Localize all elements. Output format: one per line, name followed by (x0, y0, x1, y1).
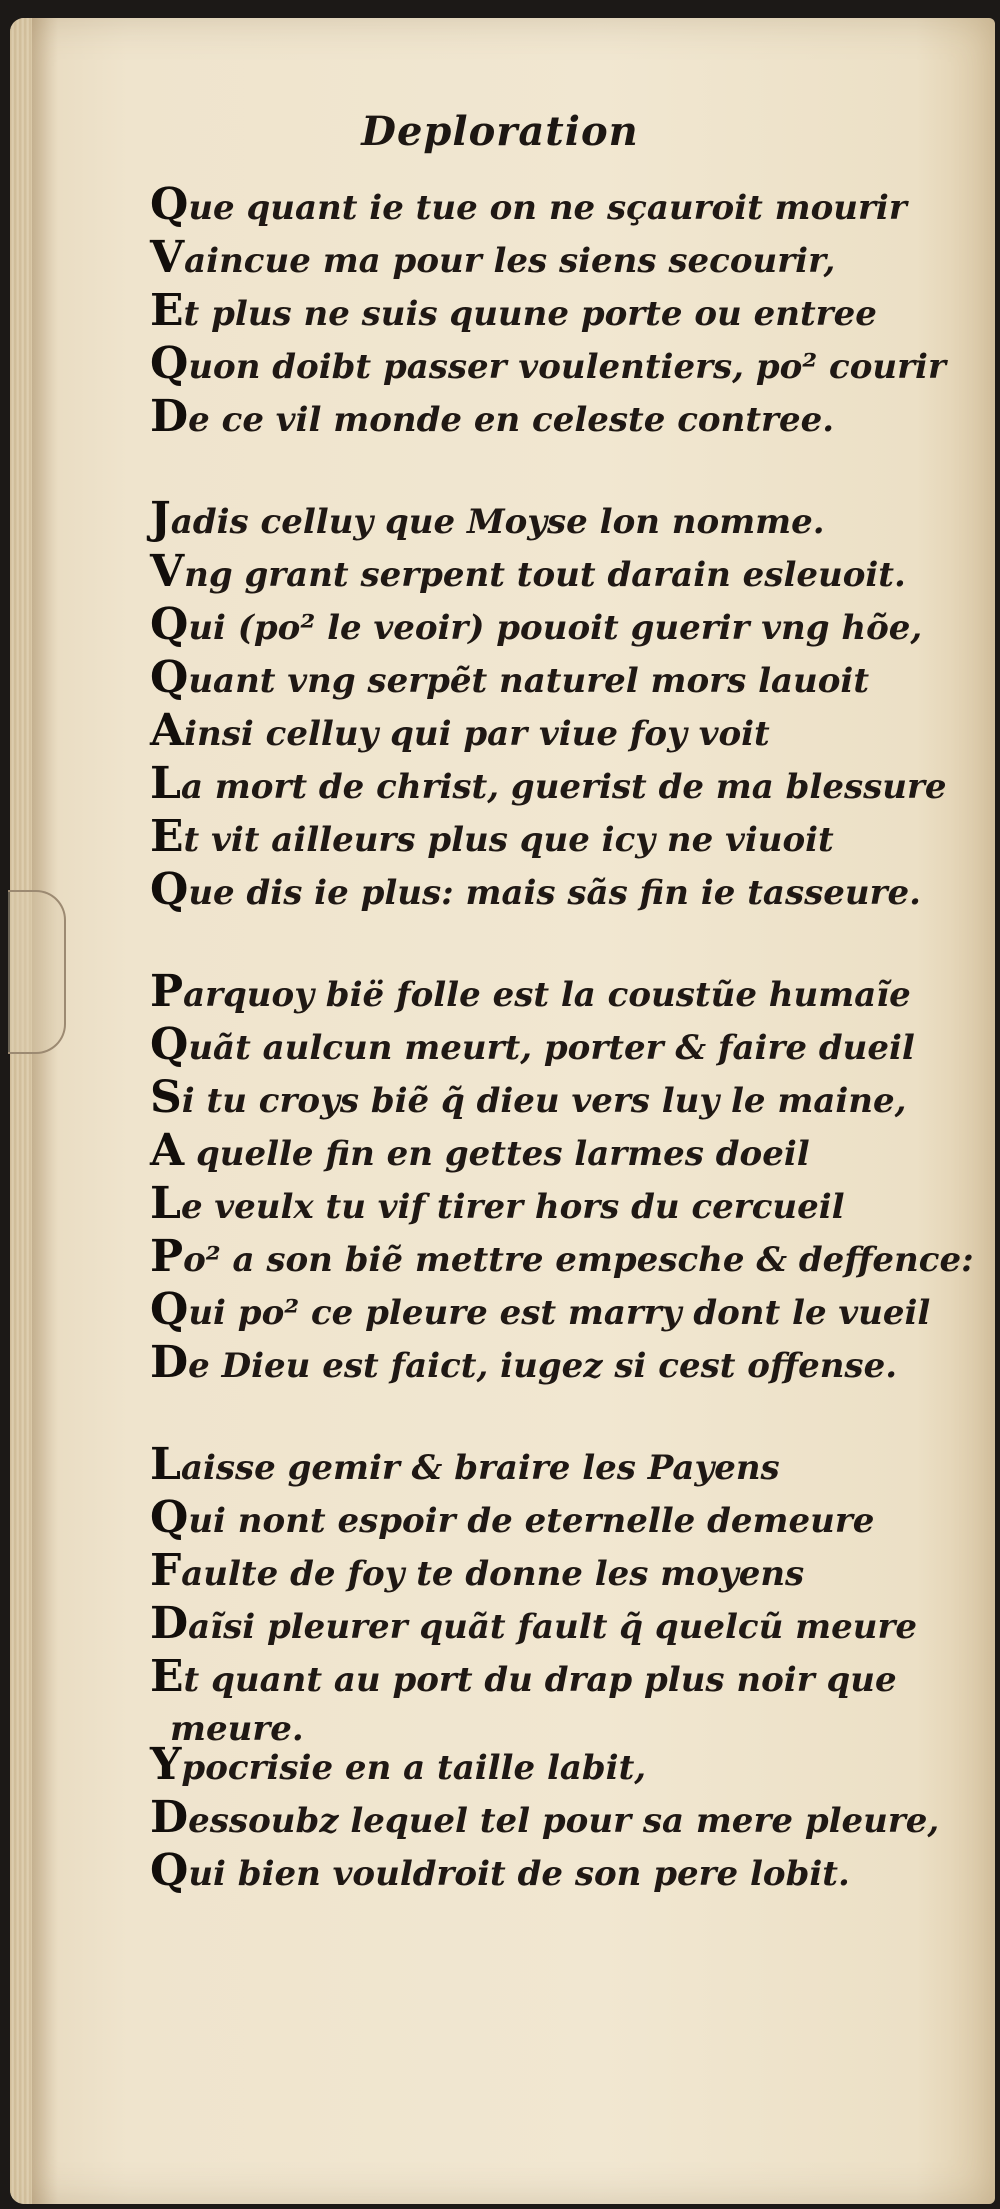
verse-text: ng grant serpent tout darain esleuoit. (184, 555, 906, 595)
binding-clasp-mark (8, 890, 66, 1054)
verse-line (150, 1544, 950, 1597)
verse-initial: Y (150, 1739, 182, 1790)
verse-line (150, 1124, 950, 1177)
verse-text: e veulx tu vif tirer hors du cercueil (180, 1187, 845, 1227)
verse-initial: Q (150, 652, 189, 703)
verse-initial: J (150, 493, 171, 544)
verse-line (150, 231, 950, 284)
verse-text: ui (po² le veoir) pouoit guerir vng hõe, (188, 608, 923, 648)
verse-text: meure. (170, 1709, 304, 1749)
verse-line (150, 1177, 950, 1230)
verse-line (150, 1438, 950, 1491)
verse-initial: Q (150, 1284, 189, 1335)
verse-initial: P (150, 966, 184, 1017)
verse-initial: D (150, 1337, 189, 1388)
verse-text: i tu croys biẽ q̃ dieu vers luy le maine, (181, 1081, 907, 1121)
verse-line (150, 284, 950, 337)
verse-initial: Q (150, 179, 189, 230)
verse-line (150, 598, 950, 651)
verse-initial: D (150, 1598, 189, 1649)
verse-text: e Dieu est faict, iugez si cest offense. (188, 1346, 898, 1386)
verse-line (150, 1844, 950, 1897)
verse-text: a mort de christ, guerist de ma blessure (180, 767, 947, 807)
verse-text: pocrisie en a taille labit, (181, 1748, 647, 1788)
verse-text: aĩsi pleurer quãt fault q̃ quelcũ meure (188, 1607, 918, 1647)
verse-line (150, 1071, 950, 1124)
page-edge (10, 18, 32, 2204)
stanza (150, 1738, 950, 1897)
verse-line (150, 337, 950, 390)
verse-line (150, 863, 950, 916)
verse-initial: E (150, 285, 184, 336)
stanza (150, 178, 950, 443)
verse-line (150, 1491, 950, 1544)
verse-initial: Q (150, 599, 189, 650)
verse-line (150, 651, 950, 704)
verse-initial: L (150, 1439, 181, 1490)
verse-text: arquoy bië folle est la coustũe humaĩe (183, 975, 911, 1015)
verse-text: aisse gemir & braire les Payens (180, 1448, 780, 1488)
page-heading: Deploration (361, 108, 639, 155)
verse-text: t quant au port du drap plus noir que (183, 1660, 897, 1700)
verse-line (150, 1738, 950, 1791)
verse-initial: L (150, 1178, 181, 1229)
verse-text: ue dis ie plus: mais sãs fin ie tasseure. (188, 873, 921, 913)
verse-text: t vit ailleurs plus que icy ne viuoit (183, 820, 834, 860)
verse-text: essoubz lequel tel pour sa mere pleure, (188, 1801, 940, 1841)
verse-line (150, 1791, 950, 1844)
verse-initial: P (150, 1231, 184, 1282)
verse-text: ui po² ce pleure est marry dont le vueil (188, 1293, 931, 1333)
verse-line (150, 178, 950, 231)
verse-initial: S (150, 1072, 182, 1123)
verse-initial: Q (150, 1845, 189, 1896)
verse-text: o² a son biẽ mettre empesche & deffence: (183, 1240, 974, 1280)
verse-line (150, 492, 950, 545)
verse-line (150, 1283, 950, 1336)
verse-line (150, 810, 950, 863)
verse-text: e ce vil monde en celeste contree. (188, 400, 835, 440)
verse-line (150, 545, 950, 598)
verse-text: adis celluy que Moyse lon nomme. (170, 502, 825, 542)
page-gutter-shadow (32, 18, 58, 2204)
verse-text: aulte de foy te donne les moyens (181, 1554, 805, 1594)
verse-text: ui nont espoir de eternelle demeure (188, 1501, 875, 1541)
verse-initial: E (150, 811, 184, 862)
verse-initial: V (150, 232, 185, 283)
verse-line (150, 1018, 950, 1071)
verse-initial: E (150, 1651, 184, 1702)
verse-text: ue quant ie tue on ne sçauroit mourir (188, 188, 907, 228)
verse-initial: F (150, 1545, 182, 1596)
verse-initial: A (150, 1125, 185, 1176)
verse-text: uãt aulcun meurt, porter & faire dueil (188, 1028, 915, 1068)
verse-line (150, 1230, 974, 1283)
verse-initial: Q (150, 1492, 189, 1543)
verse-text: quelle fin en gettes larmes doeil (184, 1134, 810, 1174)
verse-initial: D (150, 1792, 189, 1843)
verse-text: aincue ma pour les siens secourir, (184, 241, 836, 281)
verse-line (150, 704, 950, 757)
verse-line (150, 757, 950, 810)
verse-initial: A (150, 705, 185, 756)
verse-initial: L (150, 758, 181, 809)
verse-text: t plus ne suis quune porte ou entree (183, 294, 877, 334)
verse-text: uant vng serpẽt naturel mors lauoit (188, 661, 870, 701)
stanza (150, 965, 974, 1389)
verse-initial: Q (150, 864, 189, 915)
stanza (150, 492, 950, 916)
verse-initial: D (150, 391, 189, 442)
verse-line (150, 1650, 950, 1703)
stanza (150, 1438, 950, 1756)
verse-initial: Q (150, 338, 189, 389)
verse-line (150, 965, 950, 1018)
verse-line (150, 390, 950, 443)
verse-line (150, 1597, 950, 1650)
verse-initial: V (150, 546, 185, 597)
verse-text: ui bien vouldroit de son pere lobit. (188, 1854, 850, 1894)
verse-line (150, 1336, 950, 1389)
verse-text: uon doibt passer voulentiers, po² courir (188, 347, 946, 387)
verse-text: insi celluy qui par viue foy voit (184, 714, 770, 754)
verse-initial: Q (150, 1019, 189, 1070)
